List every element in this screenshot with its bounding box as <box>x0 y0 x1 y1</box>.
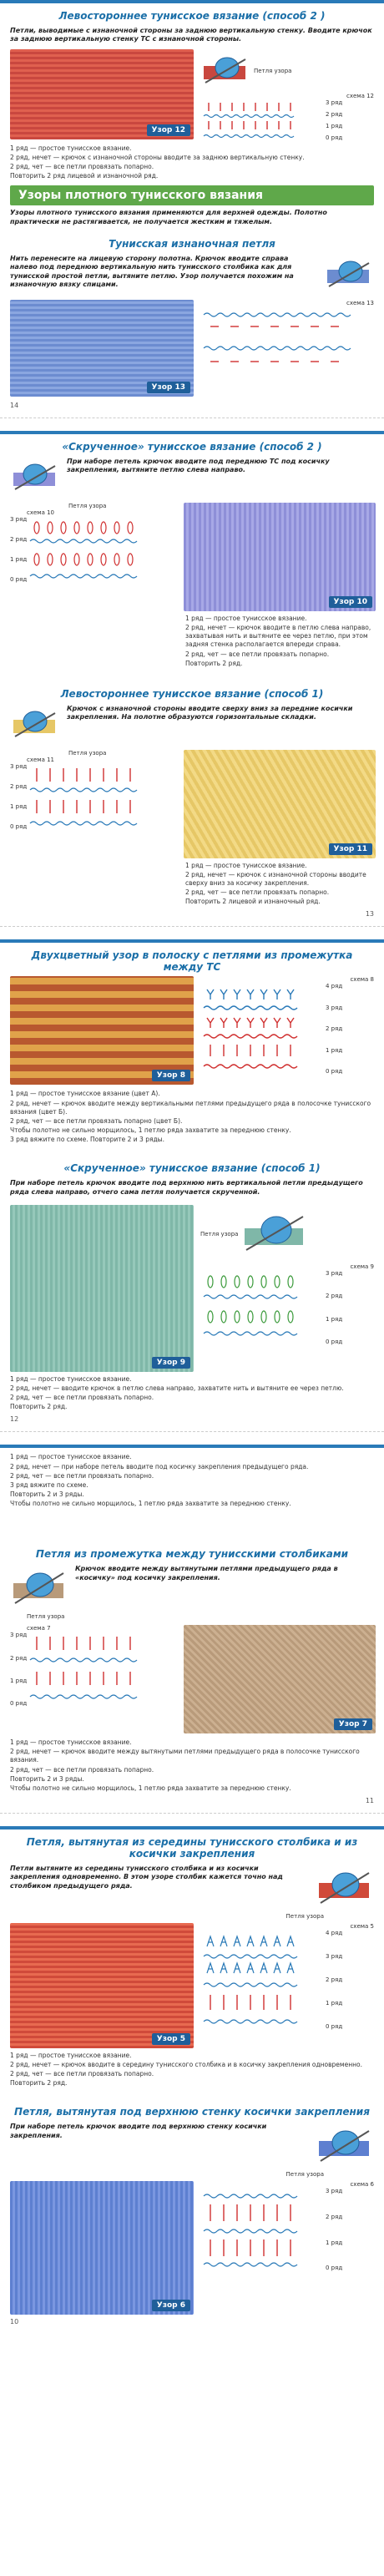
page-14 <box>0 0 384 412</box>
row-label: 3 ряд <box>326 1952 343 1960</box>
section-intro: Нить перенесите на лицевую сторону полотна. Крючок вводите справа налево под переднюю вертикальную нить тунисского столбика как для тунисской простой петли, вытяните петлю. Узор получается похожим на изнаночную вязку спицами. <box>10 255 294 289</box>
scheme-symbols <box>27 1632 160 1707</box>
instructions: 1 ряд — простое тунисское вязание. 2 ряд, нечет — крючок с изнаночной стороны вводите за заднюю вертикальную стенку. 2 ряд, чет — все петли провязать попарно. Повторить 2 ряд лицевой и изнаночной ряд. <box>10 144 305 180</box>
row-label: 1 ряд <box>326 1999 343 2007</box>
row-label: 0 ряд <box>326 2022 343 2030</box>
page-number: 14 <box>10 402 19 410</box>
row-label: 3 ряд <box>10 1632 28 1639</box>
diagram-label: Петля узора <box>254 67 292 74</box>
section-title: Левостороннее тунисское вязание (способ 2 ) <box>58 10 326 22</box>
diagram-label: Петля узора <box>68 749 107 757</box>
instructions: 1 ряд — простое тунисское вязание. 2 ряд, нечет — крючок вводите в петлю слева направо, захватывая нить и вытяните ее через петлю, при этом задняя стенка располагается впереди справа. 2 ряд, чет — все петли провязать попарно. Повторить 2 ряд. <box>185 615 371 667</box>
section-banner: Узоры плотного тунисского вязания <box>10 185 374 205</box>
knit-swatch <box>10 300 194 397</box>
stitch-diagram <box>10 503 177 611</box>
pattern-badge: Узор 5 <box>152 2033 190 2045</box>
page-10 <box>0 1826 384 2330</box>
section-intro: При наборе петель крючок вводите под верхнюю нить вертикальной петли предыдущего ряда слева направо, отчего сама петля получается скрученной. <box>10 1179 363 1196</box>
section-intro: Петли, выводимые с изнаночной стороны за заднюю вертикальную стенку. Вводите крючок за заднюю вертикальную стенку ТС с изнаночной стороны. <box>10 27 372 43</box>
row-label: 2 ряд <box>10 782 28 790</box>
diagram-label: Петля узора <box>200 1230 239 1237</box>
section-intro: При наборе петель крючок вводите под переднюю ТС под косичку закрепления, вытяните петлю слева направо. <box>67 458 330 474</box>
page-11 <box>0 1445 384 1808</box>
section-title: «Скрученное» тунисское вязание (способ 2 ) <box>62 441 322 453</box>
stitch-diagram <box>10 1625 177 1733</box>
knit-swatch <box>184 503 376 611</box>
row-label: 2 ряд <box>326 1293 343 1300</box>
instructions: 1 ряд — простое тунисское вязание. 2 ряд, нечет — вводите крючок в петлю слева направо, захватите нить и вытяните ее через петлю. 2 ряд, чет — все петли провязать попарно. Повторить 2 ряд. <box>10 1374 344 1411</box>
row-label: 0 ряд <box>326 1338 343 1345</box>
knit-swatch <box>10 1205 194 1372</box>
knit-swatch <box>10 49 194 139</box>
hand-hook-icon <box>200 49 250 93</box>
row-label: 1 ряд <box>10 802 28 810</box>
scheme-symbols <box>27 516 160 583</box>
scheme-label: схема 12 <box>346 92 374 99</box>
pattern-badge: Узор 13 <box>147 382 190 393</box>
page-number: 12 <box>10 1415 19 1424</box>
knit-swatch <box>10 1923 194 2048</box>
row-label: 4 ряд <box>326 1929 343 1936</box>
row-label: 2 ряд <box>326 1025 343 1033</box>
row-label: 0 ряд <box>326 134 343 141</box>
page-12 <box>0 939 384 1426</box>
section-intro: Петли вытяните из середины тунисского столбика и из косички закрепления одновременно. В этом узоре столбик кажется точно над столбиком предыдущего ряда. <box>10 1864 283 1890</box>
instructions: 1 ряд — простое тунисское вязание. 2 ряд, нечет — при наборе петель вводите под косичку закрепления предыдущего ряда. 2 ряд, чет — все петли провязать попарно. 3 ряд вяжите по схеме. Повторить 2 и 3 ряды. Чтобы полотно не сильно морщилось, 1 петлю ряда захватите за переднюю стенку. <box>10 1453 309 1508</box>
scheme-symbols <box>200 99 326 141</box>
scheme-symbols <box>200 1930 326 2030</box>
page-number: 11 <box>365 1796 374 1804</box>
row-label: 2 ряд <box>326 2214 343 2221</box>
diagram-label: Петля узора <box>285 1912 324 1920</box>
row-label: 0 ряд <box>10 1700 28 1708</box>
row-label: 3 ряд <box>326 1269 343 1277</box>
scheme-label: схема 10 <box>27 509 55 517</box>
section-title: «Скрученное» тунисское вязание (способ 1) <box>63 1162 321 1175</box>
row-label: 4 ряд <box>326 983 343 990</box>
scheme-label: схема 13 <box>346 300 374 307</box>
page-divider <box>0 418 384 426</box>
pattern-badge: Узор 6 <box>152 2300 190 2311</box>
instructions: 1 ряд — простое тунисское вязание (цвет А). 2 ряд, нечет — крючок вводите между вертикальными петлями предыдущего ряда в полосочке тунисского вязания (цвет Б). 2 ряд, чет — все петли провязать попарно (цвет Б). Чтобы полотно не сильно морщилось, 1 петлю ряда захватите за переднюю стенку. 3 ряд вяжите по схеме. Повторите 2 и 3 ряды. <box>10 1090 371 1144</box>
section-title: Тунисская изнаночная петля <box>109 238 275 251</box>
scheme-label: схема 8 <box>350 976 374 984</box>
page-divider <box>0 1813 384 1821</box>
row-label: 3 ряд <box>326 99 343 106</box>
scheme-label: схема 5 <box>350 1922 374 1930</box>
hand-hook-icon <box>10 456 60 499</box>
section-title: Петля, вытянутая из середины тунисского столбика и из косички закрепления <box>26 1835 358 1860</box>
hand-hook-icon <box>324 253 374 296</box>
row-label: 3 ряд <box>326 1004 343 1011</box>
section-title: Двухцветный узор в полоску с петлями из промежутка между ТС <box>31 949 353 974</box>
knit-swatch <box>10 976 194 1085</box>
row-label: 2 ряд <box>326 1976 343 1983</box>
section-intro: Крючок вводите между вытянутыми петлями предыдущего ряда в «косичку» под косичку закрепления. <box>75 1565 338 1582</box>
instructions: 1 ряд — простое тунисское вязание. 2 ряд, нечет — крючок вводите между вытянутыми петлями предыдущего ряда в полосочке тунисского вязания. 2 ряд, чет — все петли провязать попарно. Повторить 2 и 3 ряды. Чтобы полотно не сильно морщилось, 1 петлю ряда захватите за переднюю стенку. <box>10 1738 360 1792</box>
hand-hook-icon <box>316 2121 374 2171</box>
diagram-label: Петля узора <box>68 503 107 510</box>
row-label: 1 ряд <box>326 122 343 129</box>
hand-hook-icon <box>10 703 60 746</box>
row-label: 0 ряд <box>10 576 28 584</box>
stitch-diagram <box>200 2181 374 2315</box>
scheme-symbols <box>200 306 359 382</box>
hand-hook-icon <box>241 1205 308 1263</box>
section-title: Петля из промежутка между тунисскими столбиками <box>35 1548 349 1561</box>
section-intro: Крючок с изнаночной стороны вводите сверху вниз за передние косички закрепления. На полотне образуются горизонтальные складки. <box>67 704 353 721</box>
scheme-symbols <box>27 763 160 830</box>
pattern-badge: Узор 10 <box>329 596 372 608</box>
row-label: 0 ряд <box>326 1068 343 1075</box>
stitch-diagram <box>200 1923 374 2048</box>
row-label: 1 ряд <box>326 1046 343 1054</box>
section-title: Левостороннее тунисское вязание (способ 1) <box>60 687 324 700</box>
knit-swatch <box>10 2181 194 2315</box>
row-label: 1 ряд <box>10 556 28 564</box>
hand-hook-icon <box>316 1863 374 1913</box>
row-label: 3 ряд <box>326 2188 343 2195</box>
instructions: 1 ряд — простое тунисское вязание. 2 ряд, нечет — крючок с изнаночной стороны вводите сверху вниз за косичку закрепления. 2 ряд, чет — все петли провязать попарно. Повторить 2 лицевой и изнаночный ряд. <box>185 861 366 906</box>
page-number: 13 <box>365 910 374 919</box>
scheme-symbols <box>200 1270 326 1345</box>
row-label: 2 ряд <box>326 110 343 118</box>
scheme-label: схема 7 <box>27 1625 51 1632</box>
page-13 <box>0 431 384 921</box>
row-label: 3 ряд <box>10 762 28 770</box>
stitch-diagram <box>200 976 374 1086</box>
scheme-symbols <box>200 2188 326 2271</box>
page-number: 10 <box>10 2318 19 2326</box>
section-title: Петля, вытянутая под верхнюю стенку косички закрепления <box>14 2106 370 2118</box>
pattern-badge: Узор 12 <box>147 124 190 136</box>
stitch-diagram <box>200 300 374 398</box>
diagram-label: Петля узора <box>285 2171 324 2179</box>
pattern-badge: Узор 7 <box>334 1718 372 1730</box>
row-label: 2 ряд <box>10 1654 28 1662</box>
diagram-label: Петля узора <box>27 1613 65 1621</box>
row-label: 0 ряд <box>10 822 28 830</box>
banner-intro: Узоры плотного тунисского вязания применяются для верхней одежды. Полотно практически не растягивается, не получается жестким и тяжелым. <box>10 209 327 225</box>
knit-swatch <box>184 750 376 858</box>
hand-hook-icon <box>10 1563 68 1613</box>
page-divider <box>0 1431 384 1440</box>
pattern-badge: Узор 9 <box>152 1357 190 1369</box>
instructions: 1 ряд — простое тунисское вязание. 2 ряд, нечет — крючок вводите в середину тунисского столбика и в косичку закрепления одновременно. 2 ряд, чет — все петли провязать попарно. Повторить 2 ряд. <box>10 2051 362 2088</box>
scheme-symbols <box>200 983 326 1075</box>
row-label: 0 ряд <box>326 2265 343 2272</box>
scheme-label: схема 11 <box>27 756 55 763</box>
row-label: 1 ряд <box>326 1315 343 1323</box>
row-label: 1 ряд <box>326 2239 343 2246</box>
scheme-label: схема 9 <box>350 1263 374 1270</box>
row-label: 3 ряд <box>10 516 28 524</box>
scheme-label: схема 6 <box>350 2181 374 2189</box>
knit-swatch <box>184 1625 376 1733</box>
page-divider <box>0 926 384 934</box>
row-label: 2 ряд <box>10 536 28 544</box>
stitch-diagram <box>200 1205 374 1372</box>
pattern-badge: Узор 8 <box>152 1070 190 1081</box>
row-label: 1 ряд <box>10 1677 28 1684</box>
pattern-badge: Узор 11 <box>329 843 372 855</box>
stitch-diagram <box>10 750 177 858</box>
stitch-diagram <box>200 49 374 141</box>
section-intro: При наборе петель крючок вводите под верхнюю стенку косички закрепления. <box>10 2123 267 2139</box>
